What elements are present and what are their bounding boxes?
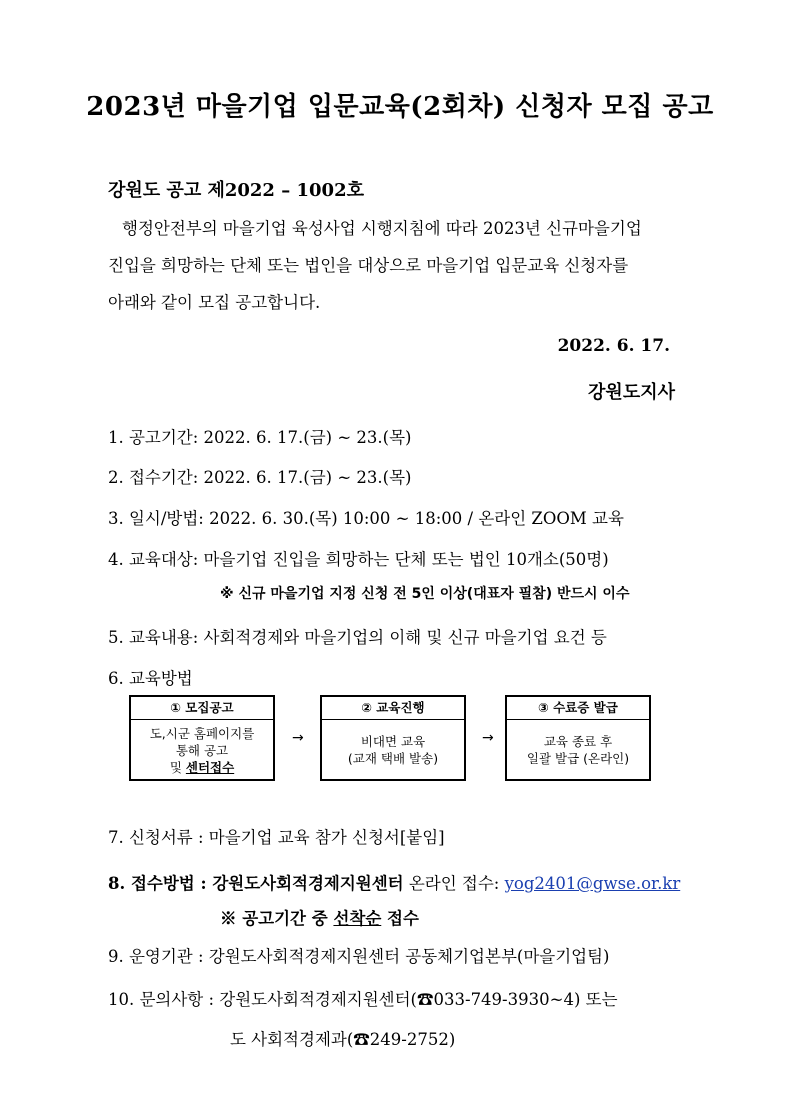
item-operator: 9. 운영기관 : 강원도사회적경제지원센터 공동체기업본부(마을기업팀)	[108, 947, 610, 966]
item-target: 4. 교육대상: 마을기업 진입을 희망하는 단체 또는 법인 10개소(50명)	[108, 550, 609, 569]
item-inquiry-line2: 도 사회적경제과(☎249-2752)	[230, 1030, 456, 1049]
step-heading: ② 교육진행	[322, 697, 464, 720]
intro-line-2: 진입을 희망하는 단체 또는 법인을 대상으로 마을기업 입문교육 신청자를	[108, 256, 629, 275]
intro-paragraph	[108, 210, 688, 321]
item-documents: 7. 신청서류 : 마을기업 교육 참가 신청서[붙임]	[108, 828, 445, 847]
item-inquiry: 10. 문의사항 : 강원도사회적경제지원센터(☎033-749-3930~4) 또는	[108, 990, 618, 1009]
step-text: 교육 종료 후	[543, 734, 613, 749]
item-text: 온라인 접수:	[403, 874, 505, 893]
process-step-certificate	[505, 695, 651, 781]
arrow-icon: →	[292, 730, 304, 746]
intro-line-1: 행정안전부의 마을기업 육성사업 시행지침에 따라 2023년 신규마을기업	[122, 219, 642, 238]
step-text: 및 센터접수	[169, 759, 235, 775]
application-note: ※ 공고기간 중 선착순 접수	[220, 909, 419, 928]
item-label: 8. 접수방법 :	[108, 874, 213, 893]
step-text: 통해 공고	[175, 742, 229, 758]
step-heading: ① 모집공고	[131, 697, 273, 720]
step-text: 도,시군 홈페이지를	[149, 725, 255, 741]
step-heading: ③ 수료증 발급	[507, 697, 649, 720]
intro-line-3: 아래와 같이 모집 공고합니다.	[108, 293, 321, 312]
item-application-period: 2. 접수기간: 2022. 6. 17.(금) ~ 23.(목)	[108, 468, 412, 487]
arrow-icon: →	[482, 730, 494, 746]
process-step-education	[320, 695, 466, 781]
issuer: 강원도지사	[588, 382, 675, 403]
item-announcement-period: 1. 공고기간: 2022. 6. 17.(금) ~ 23.(목)	[108, 428, 412, 447]
step-text: (교재 택배 발송)	[347, 751, 439, 766]
process-step-recruit	[129, 695, 275, 781]
page-title: 2023년 마을기업 입문교육(2회차) 신청자 모집 공고	[86, 92, 714, 122]
email-link[interactable]: yog2401@gwse.or.kr	[504, 874, 681, 893]
item-method: 6. 교육방법	[108, 669, 193, 688]
target-note: ※ 신규 마을기업 지정 신청 전 5인 이상(대표자 필참) 반드시 이수	[220, 586, 630, 602]
first-come-text: 선착순	[333, 909, 382, 928]
step-text: 일괄 발급 (온라인)	[526, 751, 630, 766]
item-application-method	[108, 870, 680, 894]
center-receipt-text: 센터접수	[185, 759, 235, 775]
notice-number: 강원도 공고 제2022 – 1002호	[108, 180, 364, 201]
step-text: 비대면 교육	[360, 734, 426, 749]
center-name: 강원도사회적경제지원센터	[212, 874, 404, 893]
item-content: 5. 교육내용: 사회적경제와 마을기업의 이해 및 신규 마을기업 요건 등	[108, 628, 607, 647]
item-schedule-method: 3. 일시/방법: 2022. 6. 30.(목) 10:00 ~ 18:00 / 온라인 ZOOM 교육	[108, 509, 624, 528]
notice-date: 2022. 6. 17.	[557, 336, 670, 356]
